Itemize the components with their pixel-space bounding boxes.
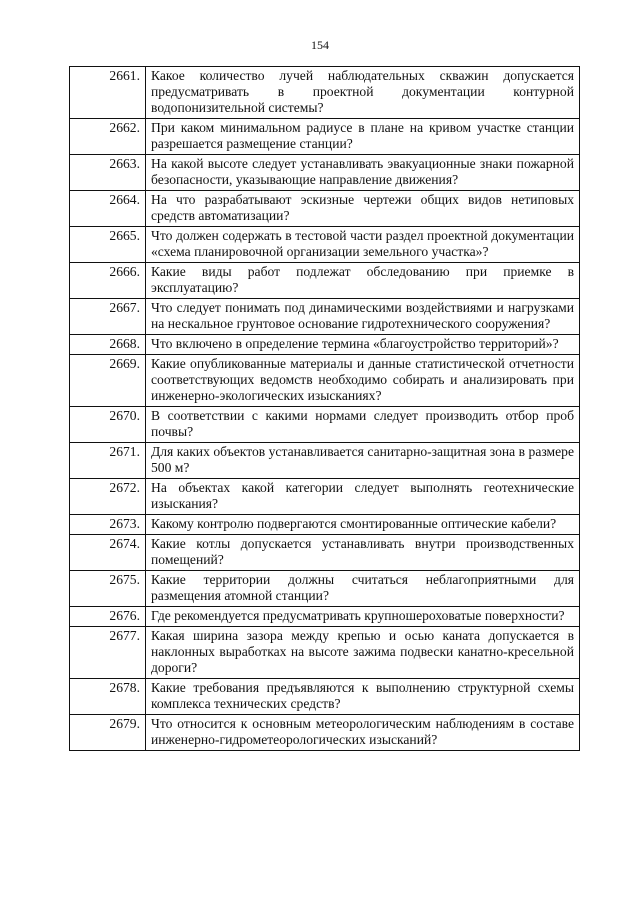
table-row — [70, 479, 580, 515]
question-text: В соответствии с какими нормами следует производить отбор проб почвы? — [146, 407, 580, 443]
question-text: Какому контролю подвергаются смонтированные оптические кабели? — [146, 515, 580, 535]
question-number: 2663. — [70, 155, 146, 191]
table-row — [70, 119, 580, 155]
table-row — [70, 263, 580, 299]
question-number: 2677. — [70, 627, 146, 679]
table-row — [70, 191, 580, 227]
question-text: Что должен содержать в тестовой части раздел проектной документации «схема планировочной организации земельного участка»? — [146, 227, 580, 263]
question-text: Какие опубликованные материалы и данные статистической отчетности соответствующих ведомств необходимо собирать и анализировать при инженерно-экологических изысканиях? — [146, 355, 580, 407]
questions-table — [69, 66, 580, 751]
table-row — [70, 407, 580, 443]
question-number: 2672. — [70, 479, 146, 515]
table-row — [70, 155, 580, 191]
table-row — [70, 227, 580, 263]
question-number: 2678. — [70, 679, 146, 715]
question-number: 2661. — [70, 67, 146, 119]
question-number: 2674. — [70, 535, 146, 571]
table-row — [70, 515, 580, 535]
table-row — [70, 535, 580, 571]
questions-table-body — [70, 67, 580, 751]
table-row — [70, 571, 580, 607]
table-row — [70, 627, 580, 679]
table-row — [70, 335, 580, 355]
table-row — [70, 715, 580, 751]
page-number: 154 — [311, 38, 329, 52]
question-text: Для каких объектов устанавливается санитарно-защитная зона в размере 500 м? — [146, 443, 580, 479]
question-number: 2669. — [70, 355, 146, 407]
question-text: Что следует понимать под динамическими воздействиями и нагрузками на нескальное грунтовое основание гидротехнического сооружения? — [146, 299, 580, 335]
question-number: 2671. — [70, 443, 146, 479]
question-text: Что включено в определение термина «благоустройство территорий»? — [146, 335, 580, 355]
question-number: 2679. — [70, 715, 146, 751]
question-text: Какие виды работ подлежат обследованию при приемке в эксплуатацию? — [146, 263, 580, 299]
table-row — [70, 607, 580, 627]
question-text: На какой высоте следует устанавливать эвакуационные знаки пожарной безопасности, указывающие направление движения? — [146, 155, 580, 191]
question-number: 2664. — [70, 191, 146, 227]
table-row — [70, 299, 580, 335]
question-number: 2675. — [70, 571, 146, 607]
question-text: Что относится к основным метеорологическим наблюдениям в составе инженерно-гидрометеорологических изысканий? — [146, 715, 580, 751]
question-text: На что разрабатывают эскизные чертежи общих видов нетиповых средств автоматизации? — [146, 191, 580, 227]
question-number: 2668. — [70, 335, 146, 355]
table-row — [70, 355, 580, 407]
question-text: Какая ширина зазора между крепью и осью каната допускается в наклонных выработках на высоте зажима подвески канатно-кресельной дороги? — [146, 627, 580, 679]
question-text: Где рекомендуется предусматривать крупношероховатые поверхности? — [146, 607, 580, 627]
question-text: При каком минимальном радиусе в плане на кривом участке станции разрешается размещение станции? — [146, 119, 580, 155]
question-number: 2662. — [70, 119, 146, 155]
question-number: 2667. — [70, 299, 146, 335]
question-text: Какие требования предъявляются к выполнению структурной схемы комплекса технических средств? — [146, 679, 580, 715]
question-text: Какие территории должны считаться неблагоприятными для размещения атомной станции? — [146, 571, 580, 607]
question-number: 2666. — [70, 263, 146, 299]
question-number: 2665. — [70, 227, 146, 263]
question-number: 2673. — [70, 515, 146, 535]
table-row — [70, 443, 580, 479]
question-number: 2670. — [70, 407, 146, 443]
table-row — [70, 67, 580, 119]
question-text: Какие котлы допускается устанавливать внутри производственных помещений? — [146, 535, 580, 571]
table-row — [70, 679, 580, 715]
question-text: На объектах какой категории следует выполнять геотехнические изыскания? — [146, 479, 580, 515]
question-text: Какое количество лучей наблюдательных скважин допускается предусматривать в проектной документации контурной водопонизительной системы? — [146, 67, 580, 119]
question-number: 2676. — [70, 607, 146, 627]
